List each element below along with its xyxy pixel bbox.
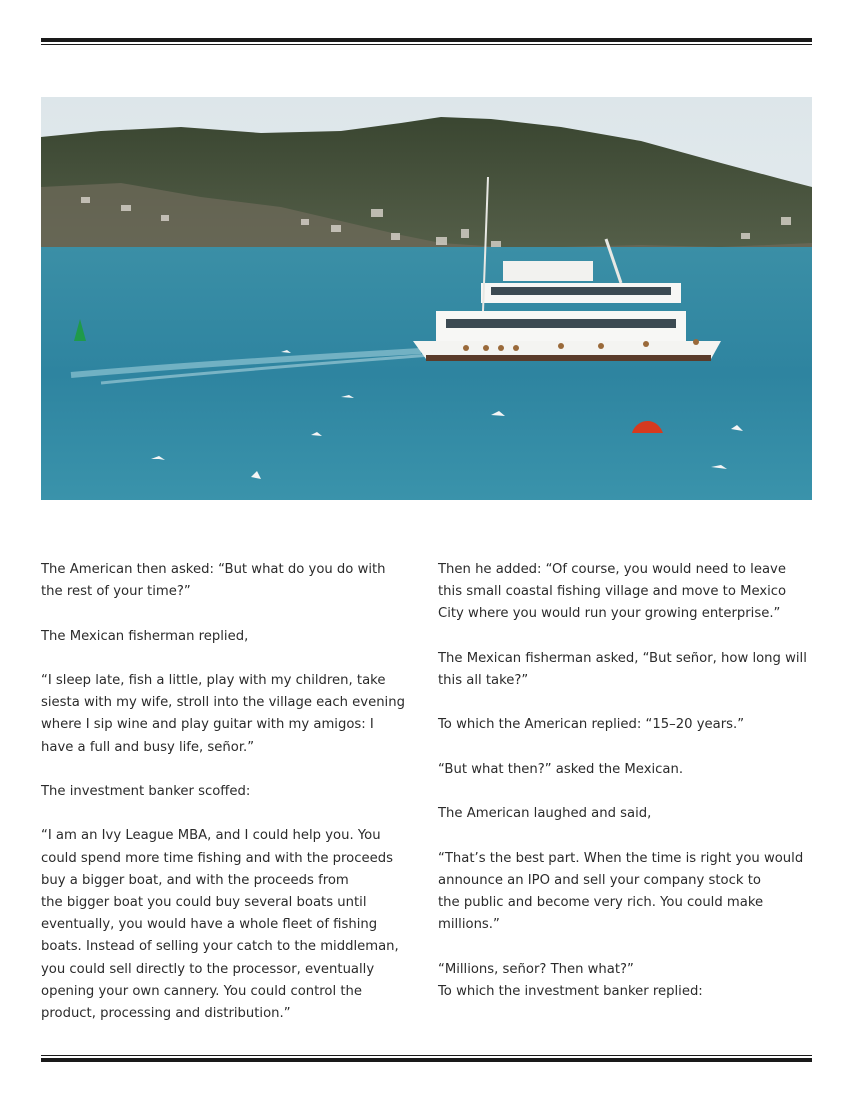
bottom-divider bbox=[41, 1055, 812, 1062]
top-divider bbox=[41, 38, 812, 45]
paragraph: “Millions, señor? Then what?” bbox=[438, 961, 634, 977]
left-text-column bbox=[41, 559, 413, 1047]
paragraph: The American laughed and said, bbox=[438, 806, 652, 822]
paragraph: Then he added: “Of course, you would need to leave this small coastal fishing village and move to Mexico City where you would run your growing enterprise.” bbox=[438, 562, 787, 622]
ferry-boat-photo bbox=[41, 97, 812, 500]
paragraph: “But what then?” asked the Mexican. bbox=[438, 761, 684, 777]
paragraph: “I sleep late, fish a little, play with my children, take siesta with my wife, stroll into the village each evening where I sip wine and play guitar with my amigos: I have a full and busy life, señor.” bbox=[41, 672, 405, 755]
paragraph: The American then asked: “But what do you do with the rest of your time?” bbox=[41, 562, 386, 600]
paragraph: “I am an Ivy League MBA, and I could help you. You could spend more time fishing and with the proceeds buy a bigger boat, and with the proceeds from the bigger boat you could buy several boats until eventually, you would have a whole fleet of fishing boats. Instead of selling your catch to the middleman, you could sell directly to the processor, eventually opening your own cannery. You could control the product, processing and distribution.” bbox=[41, 828, 399, 1021]
paragraph: The Mexican fisherman replied, bbox=[41, 628, 249, 644]
paragraph: To which the investment banker replied: bbox=[438, 983, 703, 999]
paragraph: The investment banker scoffed: bbox=[41, 783, 251, 799]
right-text-column bbox=[438, 559, 816, 1025]
paragraph: “That’s the best part. When the time is right you would announce an IPO and sell your company stock to the public and become very rich. You could make millions.” bbox=[438, 850, 804, 933]
paragraph: The Mexican fisherman asked, “But señor, how long will this all take?” bbox=[438, 650, 807, 688]
paragraph: To which the American replied: “15–20 years.” bbox=[438, 717, 745, 733]
